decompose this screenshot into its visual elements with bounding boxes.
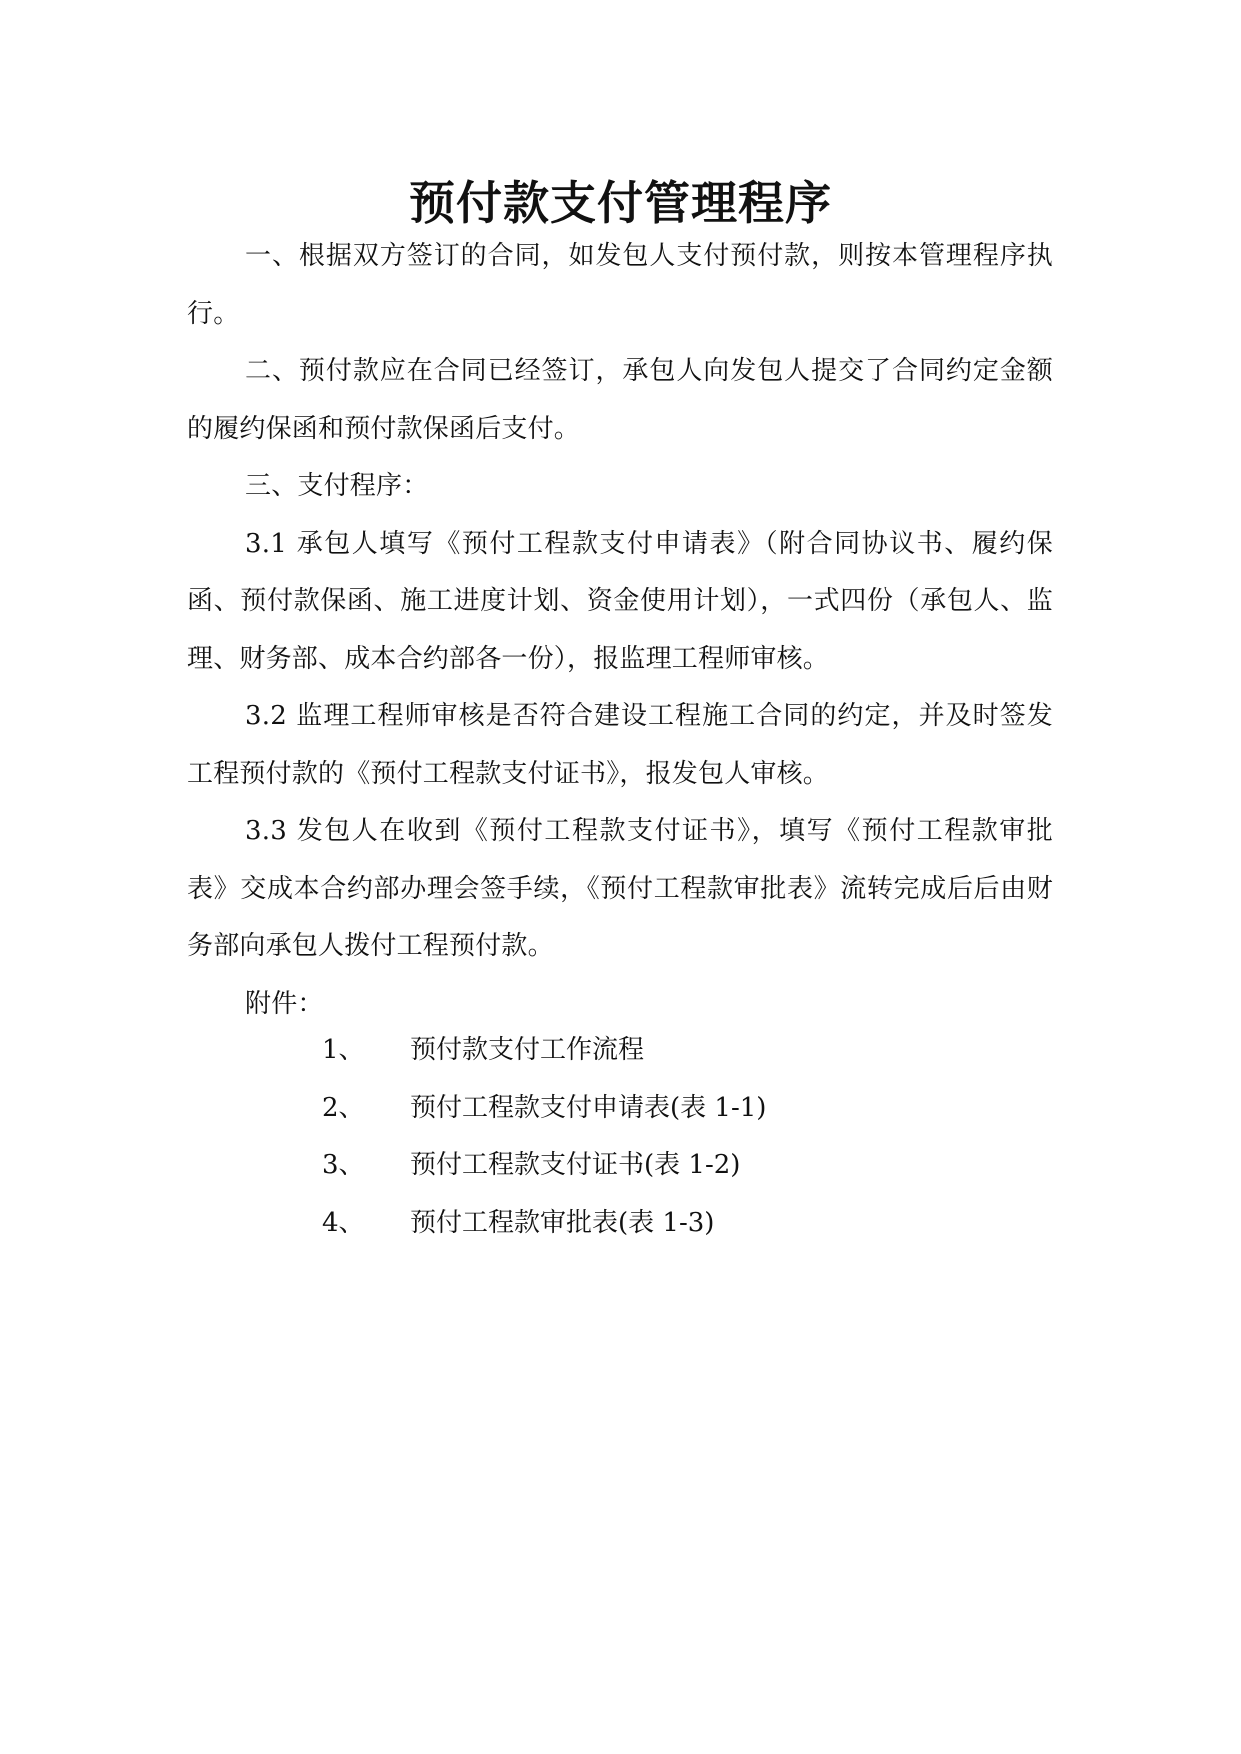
document-title: 预付款支付管理程序 (409, 175, 832, 230)
attachment-number: 3、 (322, 1150, 365, 1180)
attachment-number: 1、 (322, 1035, 365, 1065)
paragraph-2: 二、预付款应在合同已经签订，承包人向发包人提交了合同约定金额的履约保函和预付款保函后支付。 (187, 356, 1053, 444)
attachment-title: 预付工程款支付证书(表 1-2) (410, 1150, 741, 1180)
document-body (187, 228, 1053, 1033)
paragraph-3: 三、支付程序： (245, 471, 429, 501)
list-item (322, 1080, 766, 1138)
attachments-heading: 附件： (245, 988, 324, 1019)
attachment-number: 2、 (322, 1092, 365, 1123)
paragraph-3-3: 3.3 发包人在收到《预付工程款支付证书》，填写《预付工程款审批表》交成本合约部办理会签手续，《预付工程款审批表》流转完成后后由财务部向承包人拨付工程预付款。 (187, 816, 1053, 961)
attachment-title: 预付工程款审批表(表 1-3) (410, 1207, 715, 1238)
paragraph-3-1: 3.1 承包人填写《预付工程款支付申请表》（附合同协议书、履约保函、预付款保函、施工进度计划、资金使用计划），一式四份（承包人、监理、财务部、成本合约部各一份），报监理工程师审核。 (187, 528, 1053, 674)
attachment-number: 4、 (322, 1207, 365, 1238)
attachment-list (322, 1022, 766, 1252)
paragraph-1: 一、根据双方签订的合同，如发包人支付预付款，则按本管理程序执行。 (187, 241, 1053, 329)
attachment-title: 预付工程款支付申请表(表 1-1) (410, 1092, 767, 1123)
list-item (322, 1137, 766, 1195)
list-item (322, 1195, 766, 1253)
attachment-title: 预付款支付工作流程 (410, 1035, 645, 1065)
list-item (322, 1022, 766, 1080)
paragraph-3-2: 3.2 监理工程师审核是否符合建设工程施工合同的约定，并及时签发工程预付款的《预付工程款支付证书》，报发包人审核。 (187, 701, 1053, 789)
